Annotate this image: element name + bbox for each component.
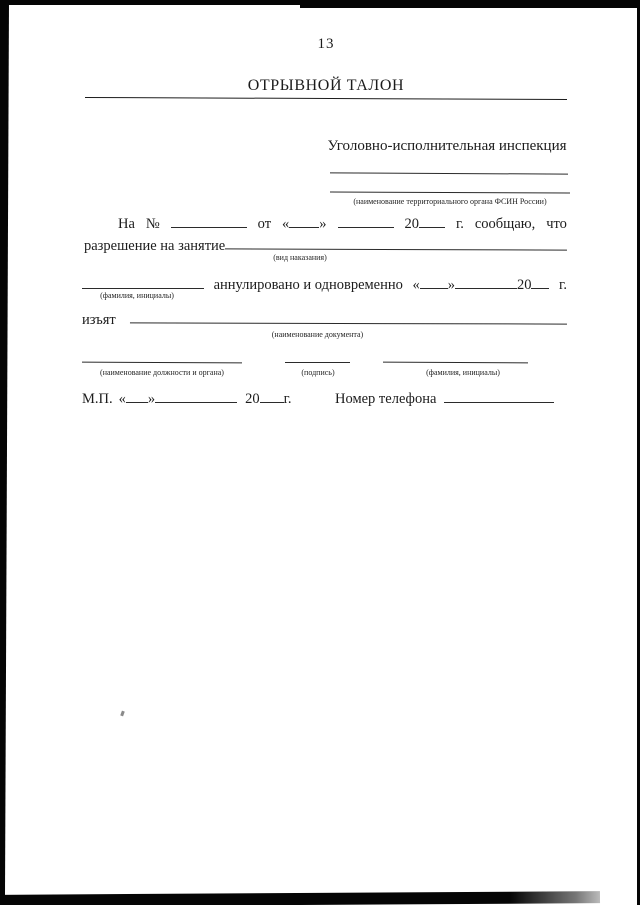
label-chto: что xyxy=(546,215,567,232)
form-line-na-no xyxy=(118,215,567,233)
label-ot: от xyxy=(257,215,272,232)
blank-dolzhnost xyxy=(82,362,242,364)
title-underline xyxy=(85,97,567,100)
recipient-blank-line-1 xyxy=(330,172,568,174)
label-g-dot: г. xyxy=(455,215,464,232)
label-razreshenie: разрешение на занятие xyxy=(84,237,226,254)
scan-edge-top-right xyxy=(300,0,640,8)
label-mp: М.П. xyxy=(82,390,113,407)
annul-date-group: « » 20 xyxy=(412,276,549,294)
blank-doc-number xyxy=(171,215,247,228)
vid-nakazaniya-caption: (вид наказания) xyxy=(273,253,327,262)
form-line-izjat xyxy=(82,311,567,329)
mp-date-group: « » xyxy=(119,390,238,408)
scan-edge-bottom xyxy=(0,891,600,905)
blank-month xyxy=(338,215,394,228)
recipient-inspection-label: Уголовно-исполнительная инспекция xyxy=(327,138,567,154)
year-group: 20 xyxy=(404,215,445,233)
mp-year-group: 20 г. xyxy=(245,390,292,407)
scan-edge-left xyxy=(0,0,9,905)
familia-caption: (фамилия, инициалы) xyxy=(100,291,174,300)
label-phone: Номер телефона xyxy=(335,390,437,407)
label-izjat: изъят xyxy=(82,311,116,328)
blank-familia xyxy=(82,276,204,289)
blank-podpis xyxy=(285,362,350,363)
scan-speck-artifact xyxy=(120,711,125,717)
familia-sign-caption: (фамилия, инициалы) xyxy=(426,368,500,377)
label-g-dot-2: г. xyxy=(559,276,567,293)
label-no-sign: № xyxy=(145,215,160,232)
recipient-blank-line-2 xyxy=(330,191,570,193)
date-day-group: « » xyxy=(282,215,327,232)
label-annulirovano: аннулировано и одновременно xyxy=(213,276,403,293)
form-line-mp-date xyxy=(82,390,292,408)
page-number: 13 xyxy=(317,36,335,52)
blank-familia-sign xyxy=(383,362,528,364)
document-caption: (наименование документа) xyxy=(271,330,364,339)
doc-title: ОТРЫВНОЙ ТАЛОН xyxy=(247,77,405,94)
blank-document-name xyxy=(130,310,567,324)
recipient-org-caption: (наименование территориального органа ФСИН России) xyxy=(353,197,547,206)
blank-vid-nakazaniya xyxy=(225,236,567,250)
podpis-caption: (подпись) xyxy=(301,368,335,377)
dolzhnost-caption: (наименование должности и органа) xyxy=(100,368,224,377)
label-soobshchayu: сообщаю, xyxy=(474,215,536,232)
label-na: На xyxy=(118,215,135,232)
blank-phone-number xyxy=(444,390,554,403)
form-line-phone xyxy=(335,390,554,408)
